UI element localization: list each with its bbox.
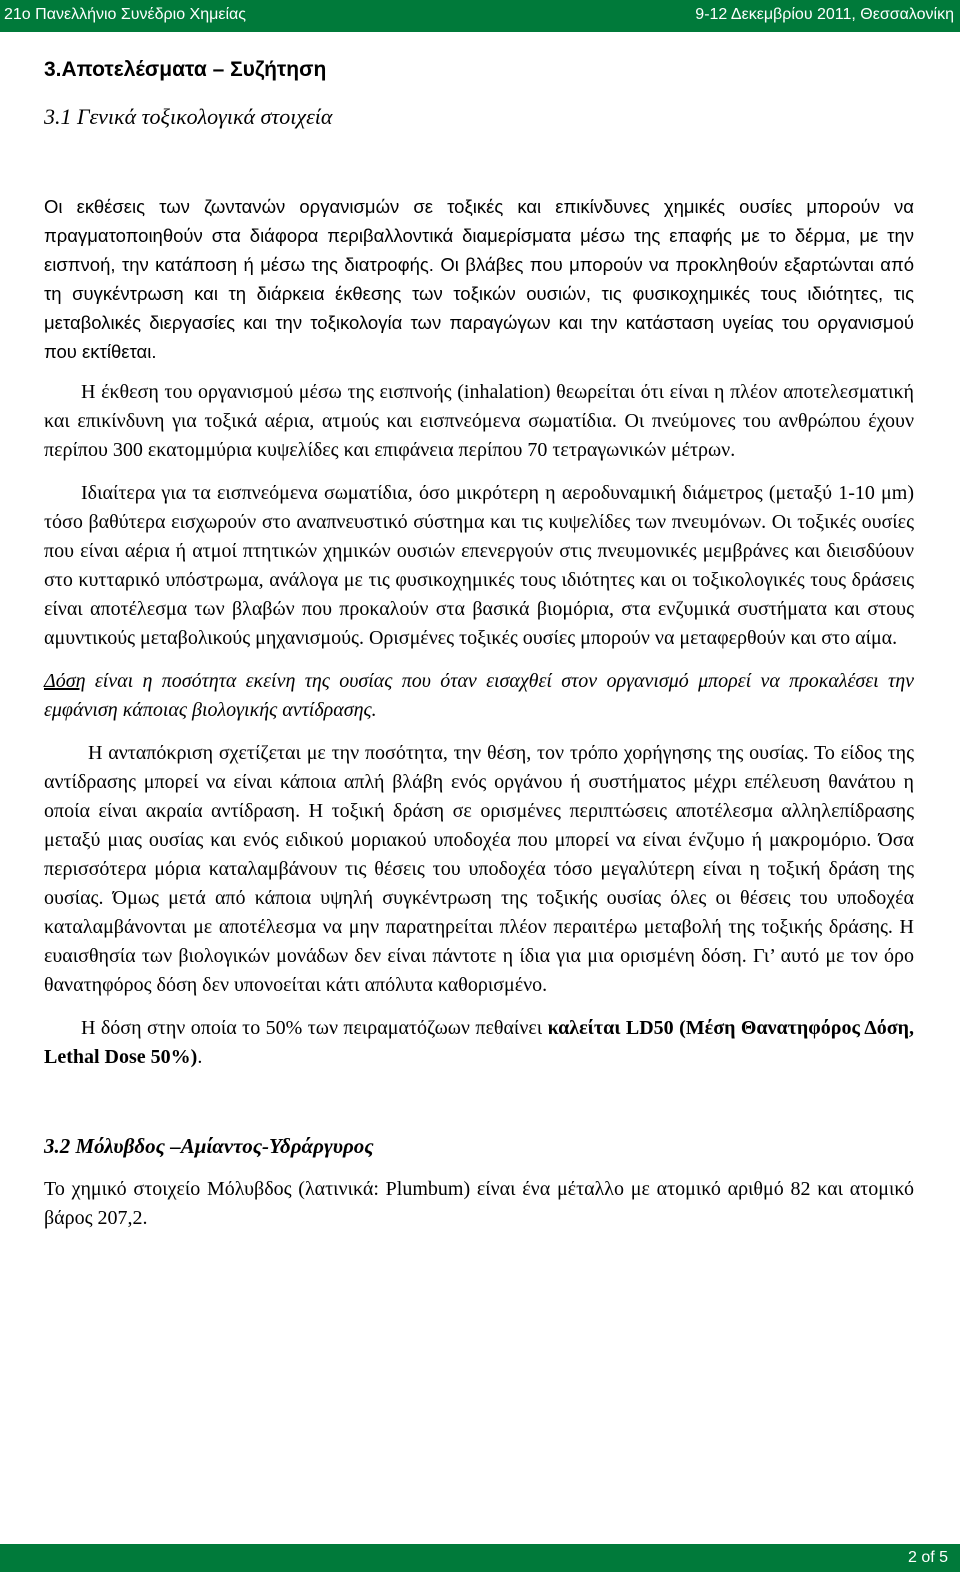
- document-body: [44, 48, 914, 1233]
- footer-bar: [0, 1544, 960, 1572]
- conference-title: 21ο Πανελλήνιο Συνέδριο Χημείας: [4, 6, 246, 23]
- paragraph-response: Η ανταπόκριση σχετίζεται με την ποσότητα, την θέση, τον τρόπο χορήγησης της ουσίας. Το είδος της αντίδρασης μπορεί να είναι κάποια απλή βλάβη ενός οργάνου ή συστήματος μέχρι επέλευση θανάτου η οποία είναι ακραία αντίδραση. Η τοξική δράση σε ορισμένες περιπτώσεις αποτέλεσμα αλληλεπίδρασης μεταξύ μιας ουσίας και ενός ειδικού μοριακού υποδοχέα που μπορεί να είναι ένζυμο ή μακρομόριο. Όσα περισσότερα μόρια καταλαμβάνουν τις θέσεις του υποδοχέα τόσο μεγαλύτερη είναι η τοξική δράση της ουσίας. Όμως μετά από κάποια υψηλή συγκέντρωση της τοξικής ουσίας όλες οι θέσεις του υποδοχέα καταλαμβάνονται με αποτέλεσμα να μην παρατηρείται πλέον περαιτέρω μεταβολή της τοξικής δράσης. Η ευαισθησία των βιολογικών μονάδων δεν είναι πάντοτε η ίδια για μια ορισμένη δόση. Γι’ αυτό με τον όρο θανατηφόρος δόση δεν υπονοείται κάτι απόλυτα καθορισμένο.: [44, 742, 914, 996]
- paragraph-lead: Το χημικό στοιχείο Μόλυβδος (λατινικά: Plumbum) είναι ένα μέταλλο με ατομικό αριθμό 82 και ατομικό βάρος 207,2.: [44, 1178, 914, 1229]
- paragraph-inhalation: Η έκθεση του οργανισμού μέσω της εισπνοής (inhalation) θεωρείται ότι είναι η πλέον αποτελεσματική και επικίνδυνη για τοξικά αέρια, ατμούς και εισπνεόμενα σωματίδια. Οι πνεύμονες του ανθρώπου έχουν περίπου 300 εκατομμύρια κυψελίδες και επιφάνεια περίπου 70 τετραγωνικών μέτρων.: [44, 381, 914, 461]
- header-bar: [0, 0, 960, 32]
- paragraph-particles: Ιδιαίτερα για τα εισπνεόμενα σωματίδια, όσο μικρότερη η αεροδυναμική διάμετρος (μεταξύ 1-10 μm) τόσο βαθύτερα εισχωρούν στο αναπνευστικό σύστημα και τις κυψελίδες των πνευμόνων. Οι τοξικές ουσίες που είναι αέρια ή ατμοί πτητικών χημικών ουσιών επενεργούν στις πνευμονικές μεμβράνες και διεισδύουν στο κυτταρικό υπόστρωμα, ανάλογα με τις φυσικοχημικές τους ιδιότητες και οι τοξικολογικές τους δράσεις είναι αποτέλεσμα των βλαβών που προκαλούν στα βασικά βιομόρια, στα ενζυμικά συστήματα και στους αμυντικούς μεταβολικούς μηχανισμούς. Ορισμένες τοξικές ουσίες μπορούν να μεταφερθούν και στο αίμα.: [44, 482, 914, 649]
- paragraph-dose-definition: [44, 667, 914, 725]
- paragraph-exposure-a: Οι εκθέσεις των ζωντανών οργανισμών σε τοξικές και επικίνδυνες χημικές ουσίες μπορούν να πραγματοποιηθούν στα διάφορα περιβαλλοντικά διαμερίσματα μέσω της επαφής με το δέρμα, με την εισπνοή, την κατάποση ή μέσω της διατροφής.: [44, 196, 914, 275]
- subsection-title: 3.1 Γενικά τοξικολογικά στοιχεία: [44, 104, 333, 129]
- ld50-plain: Η δόση στην οποία το 50% των πειραματόζωων πεθαίνει: [81, 1017, 548, 1039]
- conference-dates: 9-12 Δεκεμβρίου 2011, Θεσσαλονίκη: [695, 6, 954, 23]
- ld50-bold: καλείται LD50 (Μέση Θανατηφόρος Δόση, Lethal Dose 50%): [44, 1017, 914, 1068]
- paragraph-exposure: [44, 192, 914, 366]
- dose-definition-text: είναι η ποσότητα εκείνη της ουσίας που όταν εισαχθεί στον οργανισμό μπορεί να προκαλέσει την εμφάνιση κάποιας βιολογικής αντίδρασης.: [44, 670, 914, 721]
- page-number: 2 of 5: [907, 1549, 948, 1566]
- paragraph-ld50: [44, 1014, 914, 1072]
- paragraph-exposure-b: Οι βλάβες που μπορούν να προκληθούν εξαρτώνται από τη συγκέντρωση και τη διάρκεια έκθεσης των τοξικών ουσιών, τις φυσικοχημικές τους ιδιότητες, τις μεταβολικές διεργασίες και την τοξικολογία των παραγώγων και την κατάσταση υγείας του οργανισμού που εκτίθεται.: [44, 254, 914, 362]
- subsection-title-lead: 3.2 Μόλυβδος –Αμίαντος-Υδράργυρος: [44, 1134, 374, 1158]
- dose-term: Δόση: [44, 670, 86, 692]
- section-title: 3.Αποτελέσματα – Συζήτηση: [44, 58, 327, 81]
- ld50-end: .: [197, 1046, 203, 1068]
